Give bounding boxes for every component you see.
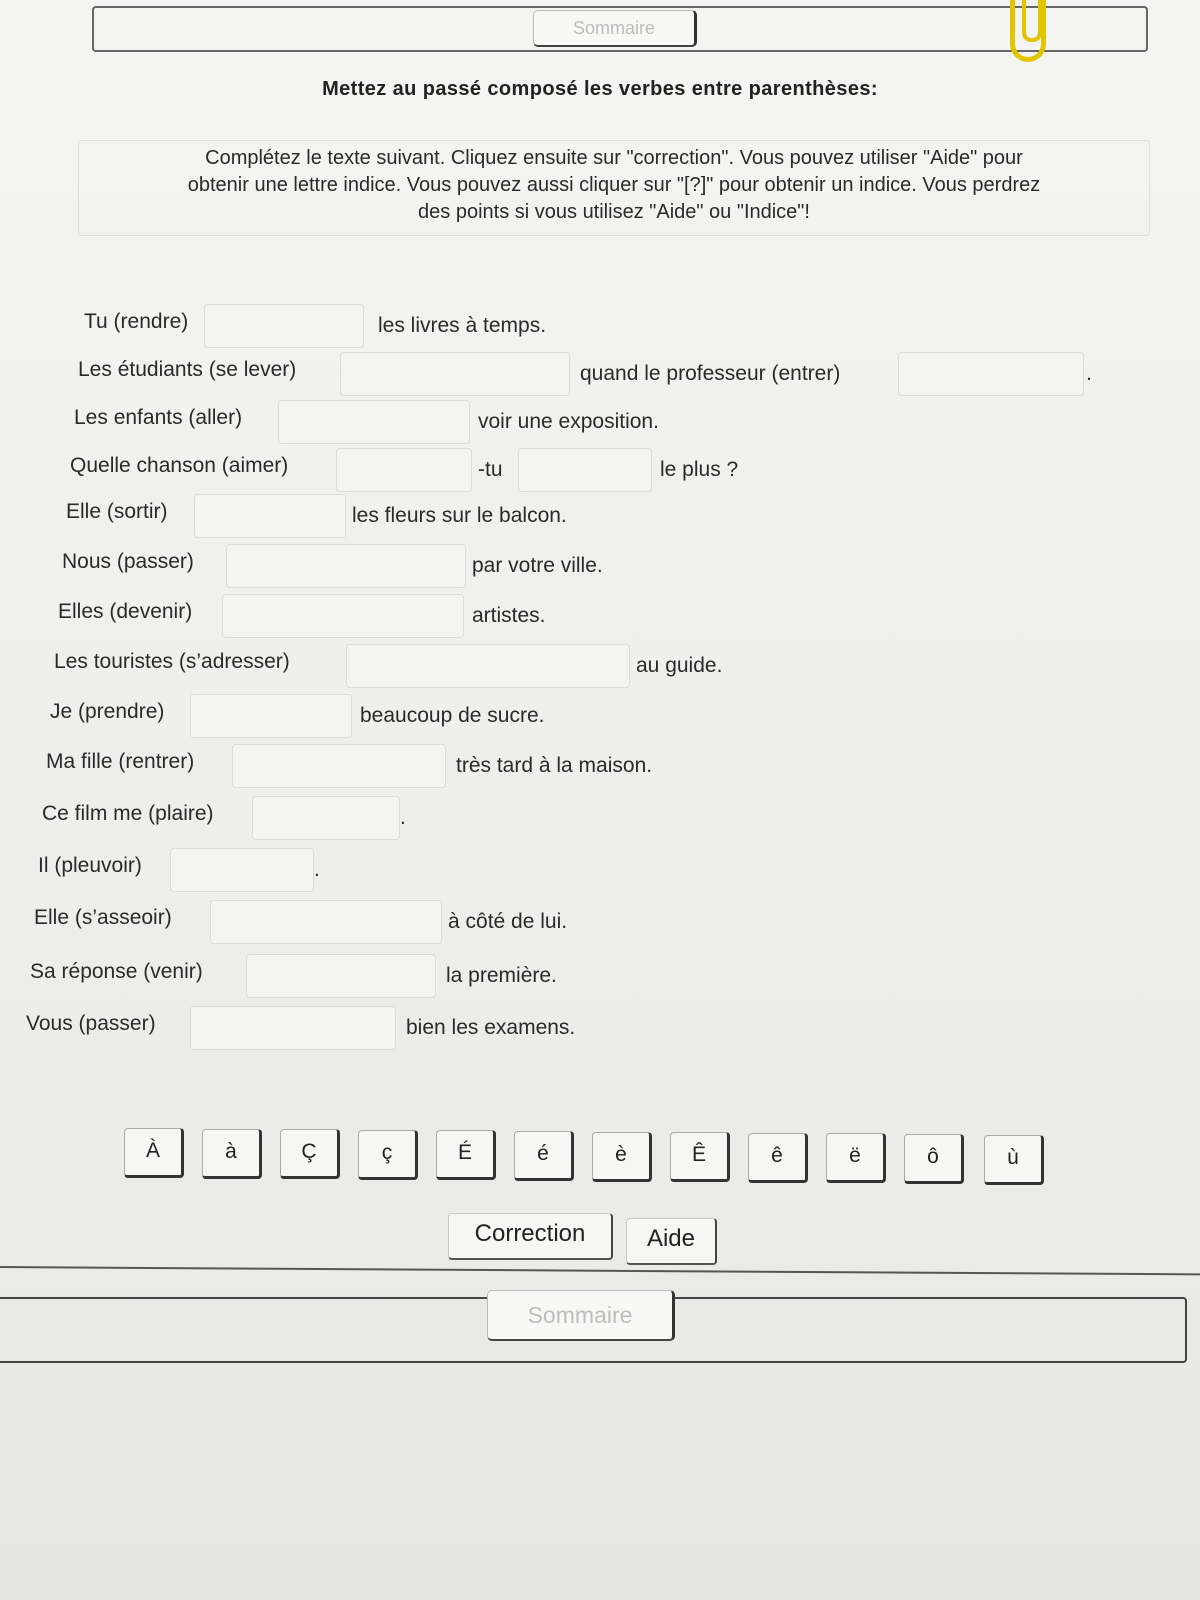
accent-key-button[interactable]: à: [202, 1129, 262, 1179]
sommaire-button-bottom[interactable]: Sommaire: [487, 1290, 675, 1341]
answer-input[interactable]: [190, 694, 352, 738]
exercise-text: bien les examens.: [406, 1016, 576, 1039]
instructions-box: [78, 140, 1150, 236]
correction-button[interactable]: Correction: [448, 1213, 613, 1260]
exercise-prompt: Ce film me (plaire): [42, 802, 214, 825]
aide-button[interactable]: Aide: [626, 1218, 717, 1265]
exercise-prompt: Elle (sortir): [66, 500, 168, 523]
exercise-text: à côté de lui.: [448, 910, 568, 933]
answer-input[interactable]: [222, 594, 464, 638]
accent-key-button[interactable]: ù: [984, 1135, 1044, 1185]
exercise-prompt: Ma fille (rentrer): [46, 750, 195, 773]
answer-input[interactable]: [336, 448, 472, 492]
exercise-text: le plus ?: [660, 458, 739, 481]
exercise-text: au guide.: [636, 654, 723, 677]
exercise-text: par votre ville.: [472, 554, 603, 577]
accent-key-button[interactable]: Ç: [280, 1129, 340, 1179]
instructions-line-3: des points si vous utilisez "Aide" ou "Indice"!: [418, 201, 810, 223]
answer-input[interactable]: [246, 954, 436, 998]
exercise-text: .: [400, 806, 406, 829]
exercise-text: beaucoup de sucre.: [360, 704, 545, 727]
accent-key-button[interactable]: É: [436, 1130, 496, 1180]
accent-key-button[interactable]: Ê: [670, 1132, 730, 1182]
exercise-prompt: Quelle chanson (aimer): [70, 454, 289, 477]
exercise-text: les livres à temps.: [378, 314, 547, 337]
answer-input[interactable]: [204, 304, 364, 348]
exercise-prompt: Nous (passer): [62, 550, 194, 573]
exercise-text: voir une exposition.: [478, 410, 659, 433]
instructions-line-2: obtenir une lettre indice. Vous pouvez aussi cliquer sur "[?]" pour obtenir un indice. Vous perdrez: [187, 174, 1041, 196]
exercise-text: les fleurs sur le balcon.: [352, 504, 567, 527]
answer-input[interactable]: [898, 352, 1084, 396]
accent-key-button[interactable]: ê: [748, 1133, 808, 1183]
exercise-prompt: Les enfants (aller): [74, 406, 243, 429]
answer-input[interactable]: [340, 352, 570, 396]
exercise-text: la première.: [446, 964, 557, 987]
answer-input[interactable]: [226, 544, 466, 588]
exercise-prompt: Elles (devenir): [58, 600, 193, 623]
exercise-prompt: Sa réponse (venir): [30, 960, 203, 983]
exercise-prompt: Les étudiants (se lever): [78, 358, 297, 381]
sommaire-button-top[interactable]: Sommaire: [533, 10, 697, 47]
exercise-prompt: Il (pleuvoir): [38, 854, 142, 877]
exercise-text: -tu: [478, 458, 503, 481]
answer-input[interactable]: [346, 644, 630, 688]
accent-key-button[interactable]: ç: [358, 1130, 418, 1180]
exercise-prompt: Elle (s’asseoir): [34, 906, 172, 929]
exercise-prompt: Vous (passer): [26, 1012, 156, 1035]
answer-input[interactable]: [170, 848, 314, 892]
accent-key-button[interactable]: À: [124, 1128, 184, 1178]
exercise-text: très tard à la maison.: [456, 754, 653, 777]
answer-input[interactable]: [518, 448, 652, 492]
answer-input[interactable]: [194, 494, 346, 538]
accent-key-button[interactable]: é: [514, 1131, 574, 1181]
exercise-text: artistes.: [472, 604, 546, 627]
accent-key-button[interactable]: ë: [826, 1133, 886, 1183]
accent-key-button[interactable]: ô: [904, 1134, 964, 1184]
divider-line: [0, 1266, 1200, 1276]
exercise-text: .: [314, 858, 320, 881]
answer-input[interactable]: [232, 744, 446, 788]
answer-input[interactable]: [252, 796, 400, 840]
exercise-text: quand le professeur (entrer): [580, 362, 841, 385]
accent-key-button[interactable]: è: [592, 1132, 652, 1182]
exercise-heading: Mettez au passé composé les verbes entre parenthèses:: [322, 78, 878, 100]
exercise-text: .: [1086, 362, 1092, 385]
paperclip-icon: [1010, 0, 1046, 62]
exercise-prompt: Les touristes (s’adresser): [54, 650, 290, 673]
answer-input[interactable]: [210, 900, 442, 944]
instructions-line-1: Complétez le texte suivant. Cliquez ensuite sur "correction". Vous pouvez utiliser "Aide" pour: [205, 147, 1023, 169]
exercise-prompt: Je (prendre): [50, 700, 165, 723]
answer-input[interactable]: [278, 400, 470, 444]
answer-input[interactable]: [190, 1006, 396, 1050]
exercise-prompt: Tu (rendre): [84, 310, 189, 333]
